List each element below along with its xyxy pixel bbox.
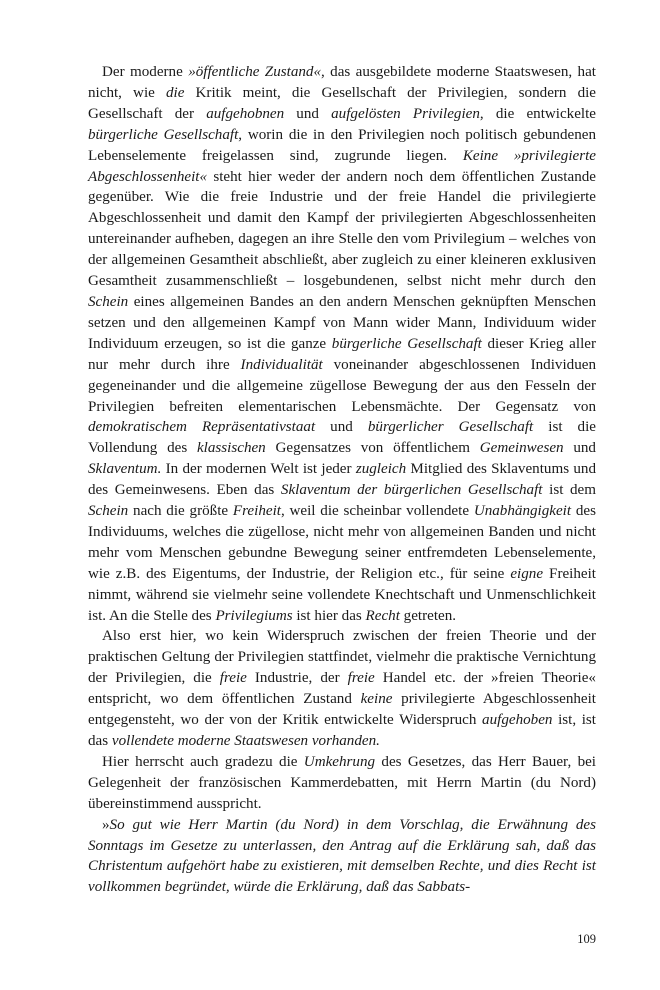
text-run: , das ausgebildete moderne Staatswesen, hat nicht, wie (88, 64, 596, 101)
text-run: des Individuums, welches die zügellose, nicht mehr von allgemeinen Banden und nicht mehr vom Menschen gebundne Bewegung seiner entfremdeten Lebenselemente, wie z.B. des Eigentums, der Industrie, der Religion etc., für seine (88, 503, 596, 582)
emphasis-text: So gut wie Herr Martin (du Nord) in dem Vorschlag, die Erwähnung des Sonntags im Gesetze zu unterlassen, den Antrag auf die Erklärung sah, daß das Christentum aufgehört habe zu existieren, mit demselben Rechte, und dies Recht ist vollkommen begründet, würde die Erklärung, daß das Sabbats- (88, 816, 596, 896)
emphasis-text: die (165, 84, 185, 101)
emphasis-text: Privilegiums (215, 607, 293, 624)
emphasis-text: klassischen (196, 440, 266, 457)
text-run: getreten. (399, 607, 457, 624)
emphasis-text: Unabhängigkeit (473, 503, 572, 520)
text-run: ist, ist das (88, 712, 597, 749)
text-run: ist dem (542, 482, 596, 499)
emphasis-text: demokratischem Repräsentativstaat (88, 419, 316, 436)
text-run: , weil die scheinbar vollendete (280, 503, 474, 520)
text-run: privilegierte Abgeschlossenheit entgegensteht, wo der von der Kritik entwickelte Widerspruch (88, 691, 596, 729)
text-run: voneinander abgeschlossenen Individuen gegeneinander und die allgemeine zügellose Bewegung der aus den Fesseln der Privilegien befreiten elementarischen Lebensmächte. Der Gegensatz von (88, 356, 596, 415)
emphasis-text: bürgerliche Gesellschaft (331, 335, 482, 352)
text-run: Industrie, der (246, 670, 348, 687)
text-run: Der moderne (102, 64, 189, 80)
text-run: ist die Vollendung des (88, 419, 596, 457)
paragraph-4 (88, 815, 596, 899)
emphasis-text: aufgelösten Privilegien (331, 105, 480, 122)
text-run: Hier herrscht auch gradezu die (102, 753, 304, 770)
text-run: und (315, 419, 368, 436)
emphasis-text: vollendete moderne Staatswesen vorhanden. (111, 733, 380, 749)
text-run: Freiheit nimmt, während sie vielmehr seine vollendete Knechtschaft und Unmenschlichkeit ist. An die Stelle des (88, 565, 597, 624)
emphasis-text: bürgerliche Gesellschaft (88, 126, 239, 143)
emphasis-text: aufgehoben (482, 712, 553, 729)
text-run: steht hier weder der andern noch dem öffentlichen Zustande gegenüber. Wie die freie Industrie und der freie Handel die privilegierte Abgeschlossenheit und damit den Kampf der privilegierten Abgeschlossenheiten untereinander aufheben, dagegen an ihre Stelle den vom Privilegium – welches von der allgemeinen Gesamtheit abschließt, aber zugleich zu einer kleineren exklusiven Gesamtheit zusammenschließt – losgebundenen, selbst nicht mehr durch den (88, 168, 596, 290)
paragraph-2 (88, 626, 596, 751)
text-run: Mitglied des Sklaventums und des Gemeinwesens. Eben das (88, 461, 597, 499)
text-run: dieser Krieg aller nur mehr durch ihre (88, 335, 596, 373)
text-run: , worin die in den Privilegien noch politisch gebundenen Lebenselemente freigelassen sind, zugrunde liegen. (88, 126, 596, 164)
text-run: des Gesetzes, das Herr Bauer, bei Gelegenheit der französischen Kammerdebatten, mit Herrn Martin (du Nord) übereinstimmend ausspricht. (88, 753, 597, 812)
text-run: und (563, 440, 596, 457)
page-body (88, 62, 596, 898)
paragraph-3 (88, 752, 596, 815)
emphasis-text: Recht (365, 607, 400, 624)
text-run: und (284, 105, 332, 122)
text-run: Kritik meint, die Gesellschaft der Privilegien, sondern die Gesellschaft der (88, 84, 597, 122)
emphasis-text: freie (347, 670, 375, 687)
emphasis-text: Schein (88, 503, 129, 520)
text-run: ist hier das (292, 607, 366, 624)
emphasis-text: Sklaventum. (88, 461, 162, 478)
emphasis-text: Gemeinwesen (479, 440, 564, 457)
emphasis-text: »öffentliche Zustand« (188, 64, 322, 80)
emphasis-text: Keine »privilegierte Abgeschlossenheit« (88, 147, 596, 185)
emphasis-text: Sklaventum der bürgerlichen Gesellschaft (280, 482, 543, 499)
text-run: Gegensatzes von öffentlichem (265, 440, 480, 457)
emphasis-text: Schein (88, 293, 129, 310)
emphasis-text: keine (360, 691, 393, 708)
paragraph-1 (88, 62, 596, 626)
text-run: eines allgemeinen Bandes an den andern Menschen geknüpften Menschen setzen und den allgemeinen Kampf von Mann wider Mann, Individuum wider Individuum erzeugen, so ist die ganze (88, 293, 596, 352)
text-run: » (102, 816, 110, 833)
text-run: In der modernen Welt ist jeder (161, 461, 356, 478)
emphasis-text: aufgehobnen (206, 105, 285, 122)
emphasis-text: zugleich (355, 461, 407, 478)
emphasis-text: freie (219, 670, 247, 687)
text-run: Also erst hier, wo kein Widerspruch zwischen der freien Theorie und der praktischen Geltung der Privilegien stattfindet, vielmehr die praktische Vernichtung der Privilegien, die (88, 628, 596, 687)
emphasis-text: Freiheit (232, 503, 281, 520)
text-run: , die entwickelte (479, 105, 597, 122)
text-run: Handel etc. der »freien Theorie« entspricht, wo dem öffentlichen Zustand (88, 670, 596, 708)
emphasis-text: Individualität (240, 356, 323, 373)
text-run: nach die größte (128, 503, 233, 520)
emphasis-text: bürgerlicher Gesellschaft (367, 419, 534, 436)
page-number: 109 (577, 932, 596, 946)
emphasis-text: eigne (510, 565, 544, 582)
emphasis-text: Umkehrung (303, 753, 376, 770)
